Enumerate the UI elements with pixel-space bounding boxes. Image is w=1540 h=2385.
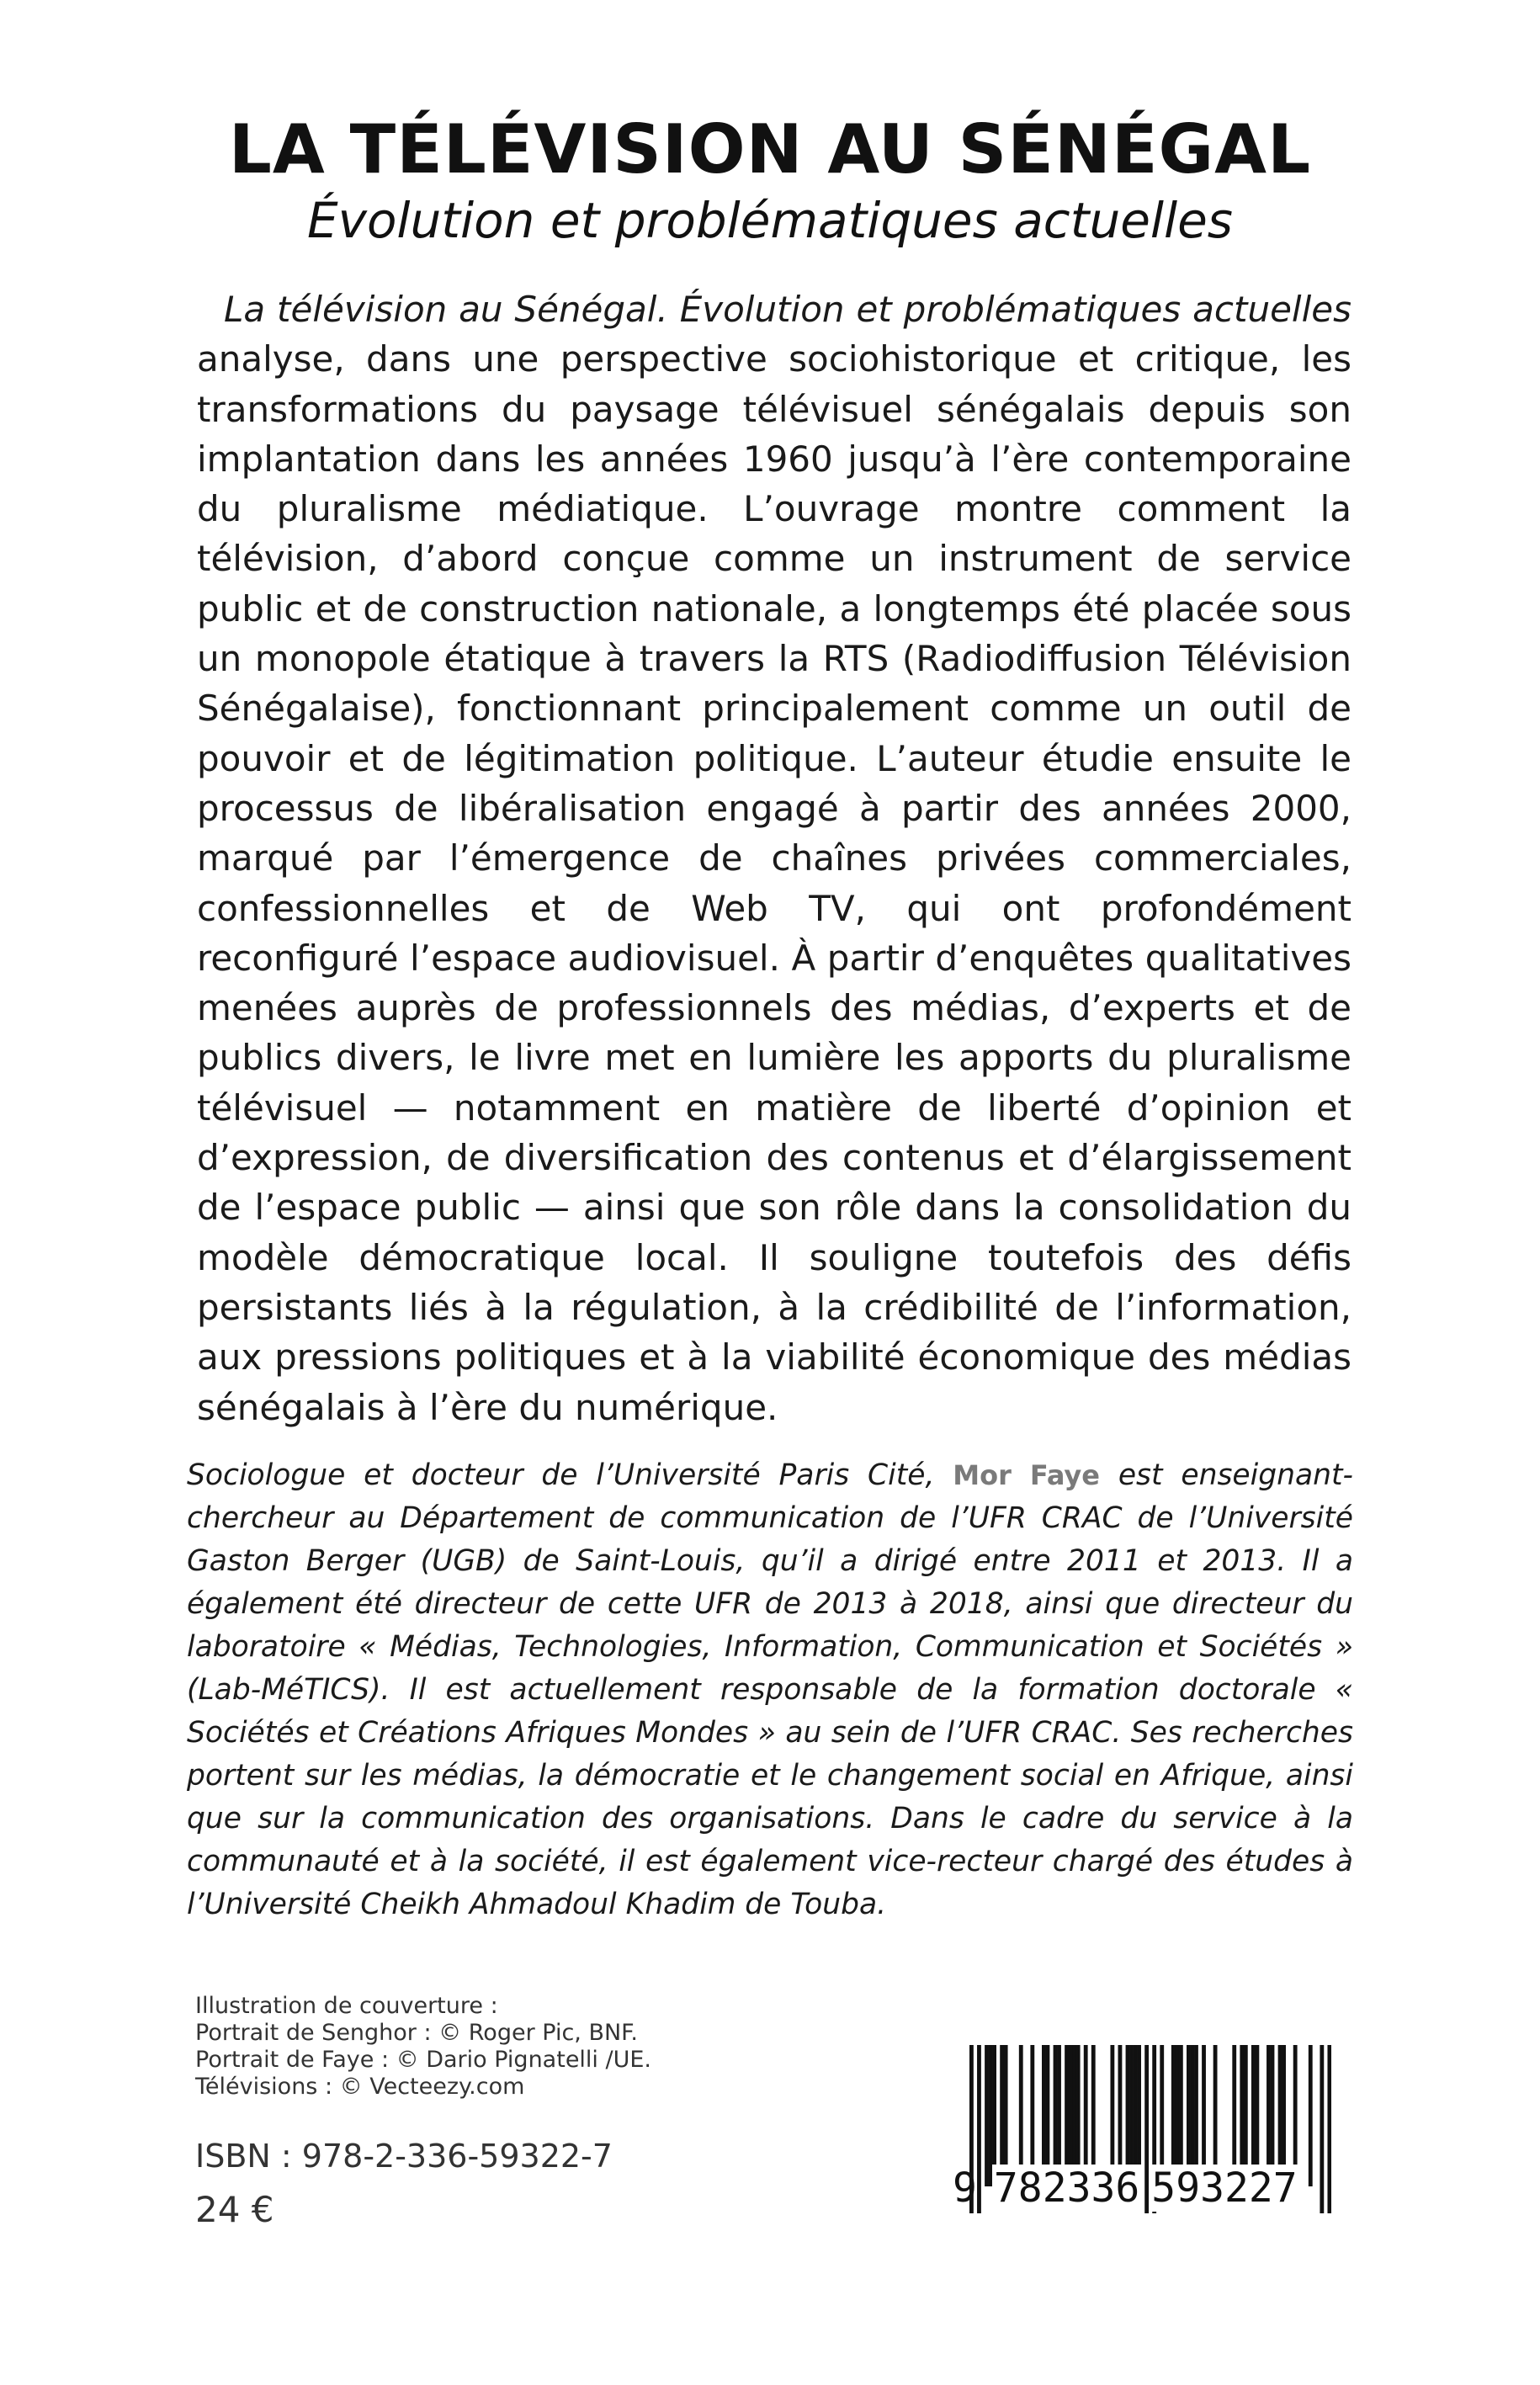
barcode-group-2: 593227 [1151, 2165, 1298, 2212]
bio-body: est enseignant-chercheur au Département de communication de l’UFR CRAC de l’Université Gaston Berger (UGB) de Saint-Louis, qu’il a dirigé entre 2011 et 2013. Il a également été directeur de cette UFR de 2013 à 2018, ainsi que directeur du laboratoire « Médias, Technologies, Information, Communication et Sociétés » (Lab-MéTICS). Il est actuellement responsable de la formation doctorale « Sociétés et Créations Afriques Mondes » au sein de l’UFR CRAC. Ses recherches portent sur les médias, la démocratie et le changement social en Afrique, ainsi que sur la communication des organisations. Dans le cadre du service à la communauté et à la société, il est également vice-recteur chargé des études à l’Université Cheikh Ahmadoul Khadim de Touba. [187, 1458, 1353, 1921]
credit-line: Portrait de Senghor : © Roger Pic, BNF. [195, 2020, 638, 2046]
summary-lead-title: La télévision au Sénégal. Évolution et problématiques actuelles [224, 289, 1351, 330]
credit-line: Illustration de couverture : [195, 1993, 498, 2019]
credit-line: Portrait de Faye : © Dario Pignatelli /UE. [195, 2047, 652, 2073]
isbn-text: ISBN : 978-2-336-59322-7 [195, 2138, 613, 2175]
illustration-credits [195, 1993, 953, 2101]
bio-intro: Sociologue et docteur de l’Université Paris Cité, [187, 1458, 953, 1492]
barcode-lead-digit: 9 [953, 2165, 977, 2212]
summary-paragraph [197, 284, 1351, 1432]
credit-line: Télévisions : © Vecteezy.com [195, 2074, 525, 2100]
author-bio [187, 1454, 1353, 1926]
author-name: Mor Faye [953, 1459, 1100, 1491]
book-subtitle: Évolution et problématiques actuelles [306, 192, 1234, 249]
summary-body: analyse, dans une perspective sociohistorique et critique, les transformations du paysage télévisuel sénégalais depuis son implantation dans les années 1960 jusqu’à l’ère contemporaine du pluralisme médiatique. L’ouvrage montre comment la télévision, d’abord conçue comme un instrument de service public et de construction nationale, a longtemps été placée sous un monopole étatique à travers la RTS (Radiodiffusion Télévision Sénégalaise), fonctionnant principalement comme un outil de pouvoir et de légitimation politique. L’auteur étudie ensuite le processus de libéralisation engagé à partir des années 2000, marqué par l’émergence de chaînes privées commerciales, confessionnelles et de Web TV, qui ont profondément reconfiguré l’espace audiovisuel. À partir d’enquêtes qualitatives menées auprès de professionnels des médias, d’experts et de publics divers, le livre met en lumière les apports du pluralisme télévisuel — notamment en matière de liberté d’opinion et d’expression, de diversification des contenus et d’élargissement de l’espace public — ainsi que son rôle dans la consolidation du modèle démocratique local. Il souligne toutefois des défis persistants liés à la régulation, à la crédibilité de l’information, aux pressions politiques et à la viabilité économique des médias sénégalais à l’ère du numérique. [197, 338, 1351, 1428]
barcode-group-1: 782336 [993, 2165, 1140, 2212]
barcode-number [953, 2165, 1340, 2212]
price-text: 24 € [195, 2189, 274, 2230]
book-title: LA TÉLÉVISION AU SÉNÉGAL [228, 110, 1312, 189]
